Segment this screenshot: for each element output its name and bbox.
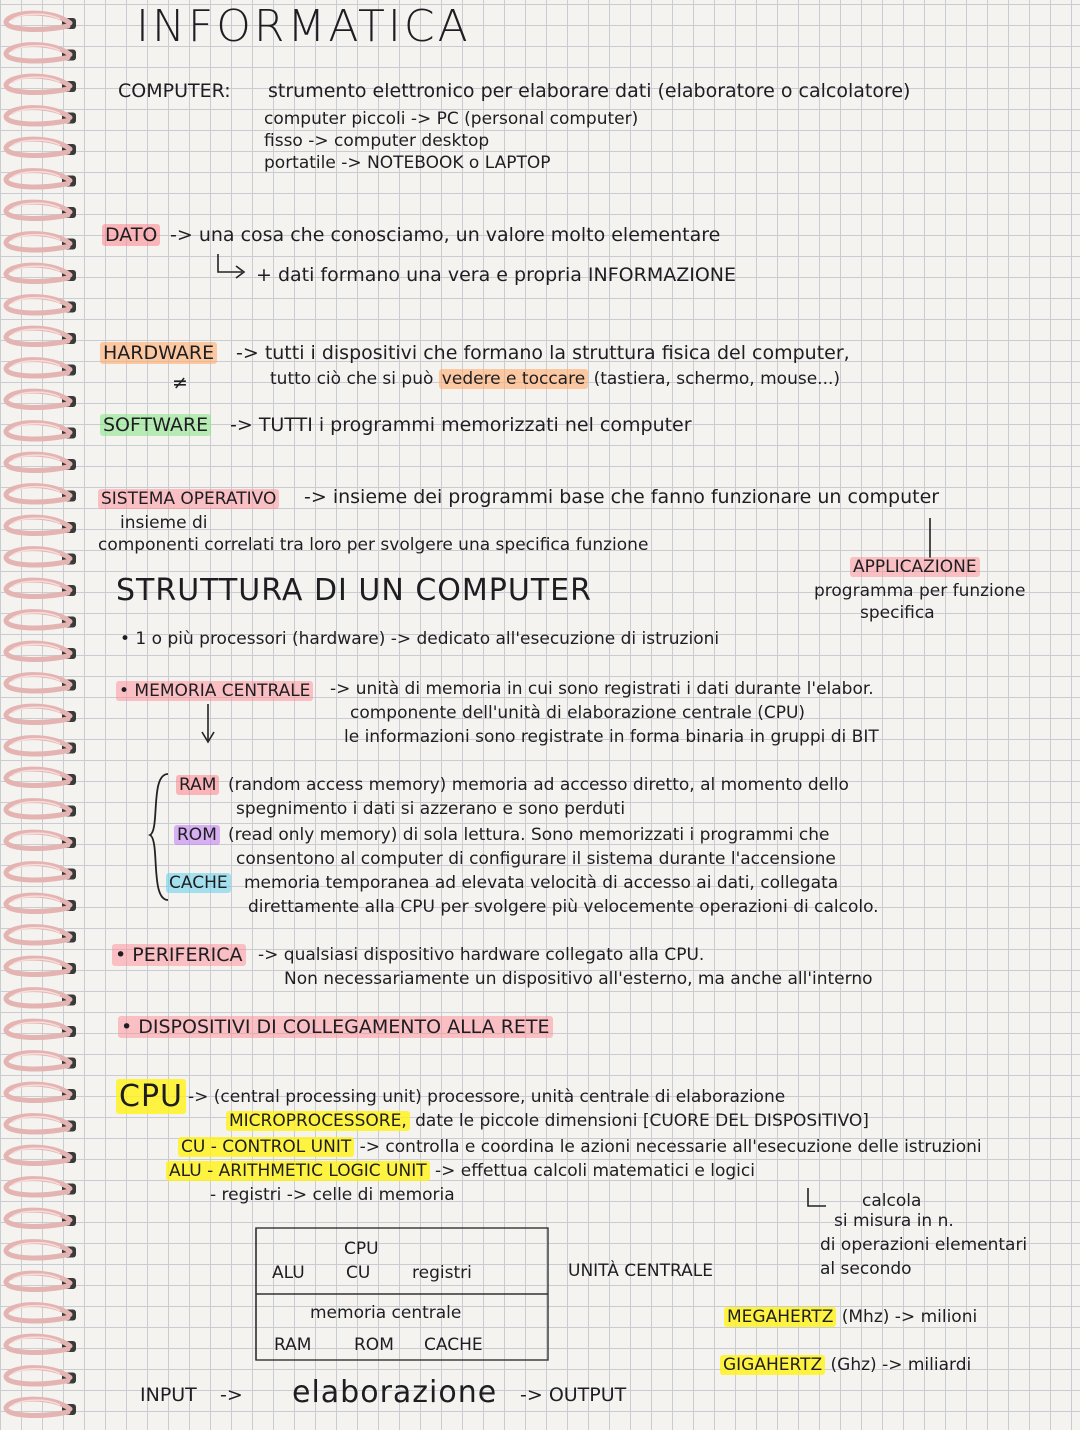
memoria-line-2: componente dell'unità di elaborazione centrale (CPU): [350, 703, 806, 723]
cache-line-2: direttamente alla CPU per svolgere più velocemente operazioni di calcolo.: [248, 897, 879, 917]
diagram-cu-label: CU: [346, 1263, 371, 1283]
os-definition: -> insieme dei programmi base che fanno funzionare un computer: [304, 486, 940, 508]
processori-bullet: • 1 o più processori (hardware) -> dedicato all'esecuzione di istruzioni: [120, 629, 720, 649]
memoria-centrale-term: • MEMORIA CENTRALE: [116, 681, 313, 701]
hardware-line-2a: tutto ciò che si può: [270, 369, 434, 389]
dato-definition: -> una cosa che conosciamo, un valore molto elementare: [170, 224, 721, 246]
applicazione-line-2: specifica: [860, 603, 935, 623]
not-equal-sign: ≠: [172, 372, 188, 394]
elaborazione-label: elaborazione: [292, 1375, 498, 1410]
struttura-heading: STRUTTURA DI UN COMPUTER: [116, 573, 592, 608]
gigahertz-term: GIGAHERTZ: [720, 1355, 825, 1375]
calcola-line-3: di operazioni elementari: [820, 1235, 1028, 1255]
computer-line-1: computer piccoli -> PC (personal computer): [264, 109, 639, 129]
cpu-term: CPU: [116, 1079, 186, 1114]
cache-term: CACHE: [166, 873, 231, 893]
input-label: INPUT: [140, 1384, 197, 1406]
output-label: -> OUTPUT: [520, 1384, 627, 1406]
dato-term: DATO: [102, 224, 160, 246]
computer-line-2: fisso -> computer desktop: [264, 131, 490, 151]
cu-definition: -> controlla e coordina le azioni necessarie all'esecuzione delle istruzioni: [359, 1137, 982, 1157]
memoria-line-1: -> unità di memoria in cui sono registrati i dati durante l'elabor.: [330, 679, 874, 699]
diagram-unita-centrale-label: UNITÀ CENTRALE: [568, 1261, 713, 1281]
applicazione-line-1: programma per funzione: [814, 581, 1026, 601]
os-line-3: componenti correlati tra loro per svolgere una specifica funzione: [98, 535, 649, 555]
hardware-definition: -> tutti i dispositivi che formano la struttura fisica del computer,: [236, 342, 850, 364]
memoria-line-3: le informazioni sono registrate in forma binaria in gruppi di BIT: [344, 727, 879, 747]
os-term: SISTEMA OPERATIVO: [98, 489, 279, 509]
diagram-memoria-centrale-label: memoria centrale: [310, 1303, 462, 1323]
periferica-line-2: Non necessariamente un dispositivo all'esterno, ma anche all'interno: [284, 969, 873, 989]
page-title: INFORMATICA: [136, 1, 471, 52]
cpu-line-1: -> (central processing unit) processore, unità centrale di elaborazione: [188, 1087, 786, 1107]
rom-line-1: (read only memory) di sola lettura. Sono memorizzati i programmi che: [228, 825, 830, 845]
diagram-registri-label: registri: [412, 1263, 472, 1283]
calcola-line-1: calcola: [862, 1191, 922, 1211]
software-definition: -> TUTTI i programmi memorizzati nel computer: [230, 414, 692, 436]
ram-line-2: spegnimento i dati si azzerano e sono perduti: [236, 799, 626, 819]
rom-line-2: consentono al computer di configurare il sistema durante l'accensione: [236, 849, 836, 869]
megahertz-definition: (Mhz) -> milioni: [841, 1307, 978, 1327]
computer-definition: strumento elettronico per elaborare dati (elaboratore o calcolatore): [268, 80, 911, 102]
alu-term: ALU - ARITHMETIC LOGIC UNIT: [166, 1161, 430, 1181]
computer-line-3: portatile -> NOTEBOOK o LAPTOP: [264, 153, 551, 173]
hardware-line-2b: vedere e toccare: [439, 369, 588, 389]
input-arrow: ->: [220, 1384, 243, 1406]
software-term: SOFTWARE: [100, 414, 211, 436]
calcola-line-2: si misura in n.: [834, 1211, 954, 1231]
periferica-line-1: -> qualsiasi dispositivo hardware collegato alla CPU.: [258, 945, 705, 965]
diagram-cache-label: CACHE: [424, 1335, 483, 1355]
dato-line-2: + dati formano una vera e propria INFORMAZIONE: [256, 264, 737, 286]
ram-line-1: (random access memory) memoria ad accesso diretto, al momento dello: [228, 775, 849, 795]
applicazione-term: APPLICAZIONE: [850, 557, 980, 577]
computer-term: COMPUTER:: [118, 80, 231, 102]
alu-definition: -> effettua calcoli matematici e logici: [435, 1161, 755, 1181]
gigahertz-definition: (Ghz) -> miliardi: [830, 1355, 972, 1375]
rete-bullet: • DISPOSITIVI DI COLLEGAMENTO ALLA RETE: [118, 1016, 553, 1038]
cu-term: CU - CONTROL UNIT: [178, 1137, 354, 1157]
hardware-line-2c: (tastiera, schermo, mouse...): [593, 369, 841, 389]
diagram-cpu-label: CPU: [344, 1239, 379, 1259]
rom-term: ROM: [174, 825, 220, 845]
hardware-term: HARDWARE: [100, 342, 217, 364]
calcola-line-4: al secondo: [820, 1259, 912, 1279]
megahertz-term: MEGAHERTZ: [724, 1307, 836, 1327]
microprocessore-term: MICROPROCESSORE,: [226, 1111, 410, 1131]
cpu-line-2: date le piccole dimensioni [CUORE DEL DISPOSITIVO]: [415, 1111, 869, 1131]
diagram-alu-label: ALU: [272, 1263, 305, 1283]
registri-line: - registri -> celle di memoria: [210, 1185, 455, 1205]
periferica-term: • PERIFERICA: [112, 944, 246, 966]
diagram-ram-label: RAM: [274, 1335, 312, 1355]
ram-term: RAM: [176, 775, 219, 795]
diagram-rom-label: ROM: [354, 1335, 394, 1355]
cache-line-1: memoria temporanea ad elevata velocità di accesso ai dati, collegata: [244, 873, 839, 893]
os-line-2: insieme di: [120, 513, 208, 533]
spiral-binding: [0, 0, 100, 1430]
